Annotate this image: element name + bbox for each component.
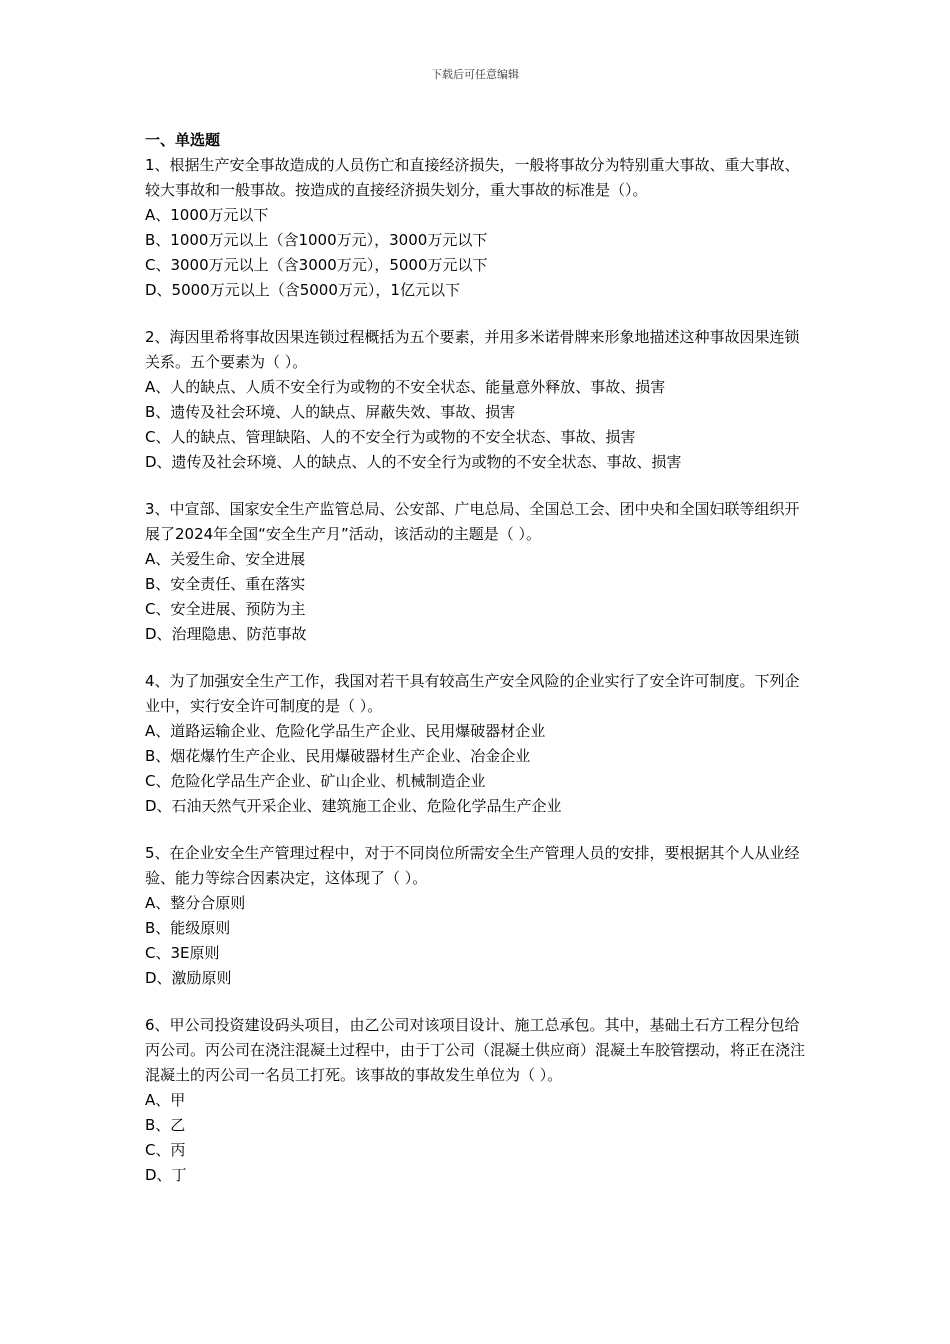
option-d: D、石油天然气开采企业、建筑施工企业、危险化学品生产企业 bbox=[145, 797, 562, 815]
option-b: B、能级原则 bbox=[145, 919, 231, 937]
section-title: 一、单选题 bbox=[145, 131, 221, 149]
option-b: B、安全责任、重在落实 bbox=[145, 575, 306, 593]
question-4 bbox=[145, 669, 805, 819]
option-b: B、乙 bbox=[145, 1116, 186, 1134]
question-6 bbox=[145, 1013, 805, 1188]
option-d: D、5000万元以上（含5000万元），1亿元以下 bbox=[145, 281, 460, 299]
option-b: B、遗传及社会环境、人的缺点、屏蔽失效、事故、损害 bbox=[145, 403, 516, 421]
document-body bbox=[145, 128, 805, 1210]
question-3 bbox=[145, 497, 805, 647]
option-a: A、关爱生命、安全进展 bbox=[145, 550, 306, 568]
question-stem: 4、为了加强安全生产工作，我国对若干具有较高生产安全风险的企业实行了安全许可制度。下列企业中，实行安全许可制度的是（ ）。 bbox=[145, 672, 800, 715]
option-d: D、治理隐患、防范事故 bbox=[145, 625, 307, 643]
option-c: C、安全进展、预防为主 bbox=[145, 600, 306, 618]
option-c: C、3E原则 bbox=[145, 944, 220, 962]
option-c: C、丙 bbox=[145, 1141, 186, 1159]
option-d: D、丁 bbox=[145, 1166, 187, 1184]
option-d: D、遗传及社会环境、人的缺点、人的不安全行为或物的不安全状态、事故、损害 bbox=[145, 453, 682, 471]
question-stem: 6、甲公司投资建设码头项目，由乙公司对该项目设计、施工总承包。其中，基础土石方工程分包给丙公司。丙公司在浇注混凝土过程中，由于丁公司（混凝土供应商）混凝土车胶管摆动，将正在浇注混凝土的丙公司一名员工打死。该事故的事故发生单位为（ ）。 bbox=[145, 1016, 806, 1084]
question-stem: 5、在企业安全生产管理过程中，对于不同岗位所需安全生产管理人员的安排，要根据其个人从业经验、能力等综合因素决定，这体现了（ ）。 bbox=[145, 844, 800, 887]
question-2 bbox=[145, 325, 805, 475]
question-stem: 2、海因里希将事故因果连锁过程概括为五个要素，并用多米诺骨牌来形象地描述这种事故因果连锁关系。五个要素为（ ）。 bbox=[145, 328, 800, 371]
question-stem: 1、根据生产安全事故造成的人员伤亡和直接经济损失，一般将事故分为特别重大事故、重大事故、较大事故和一般事故。按造成的直接经济损失划分，重大事故的标准是（）。 bbox=[145, 156, 800, 199]
option-a: A、道路运输企业、危险化学品生产企业、民用爆破器材企业 bbox=[145, 722, 546, 740]
option-a: A、整分合原则 bbox=[145, 894, 246, 912]
option-b: B、烟花爆竹生产企业、民用爆破器材生产企业、冶金企业 bbox=[145, 747, 531, 765]
option-a: A、甲 bbox=[145, 1091, 186, 1109]
option-c: C、危险化学品生产企业、矿山企业、机械制造企业 bbox=[145, 772, 486, 790]
option-b: B、1000万元以上（含1000万元），3000万元以下 bbox=[145, 231, 488, 249]
option-a: A、人的缺点、人质不安全行为或物的不安全状态、能量意外释放、事故、损害 bbox=[145, 378, 666, 396]
option-a: A、1000万元以下 bbox=[145, 206, 269, 224]
page-header: 下载后可任意编辑 bbox=[431, 68, 519, 81]
question-stem: 3、中宣部、国家安全生产监管总局、公安部、广电总局、全国总工会、团中央和全国妇联等组织开展了2024年全国“安全生产月”活动，该活动的主题是（ ）。 bbox=[145, 500, 800, 543]
option-d: D、激励原则 bbox=[145, 969, 232, 987]
option-c: C、3000万元以上（含3000万元），5000万元以下 bbox=[145, 256, 488, 274]
option-c: C、人的缺点、管理缺陷、人的不安全行为或物的不安全状态、事故、损害 bbox=[145, 428, 636, 446]
question-1 bbox=[145, 153, 805, 303]
question-5 bbox=[145, 841, 805, 991]
